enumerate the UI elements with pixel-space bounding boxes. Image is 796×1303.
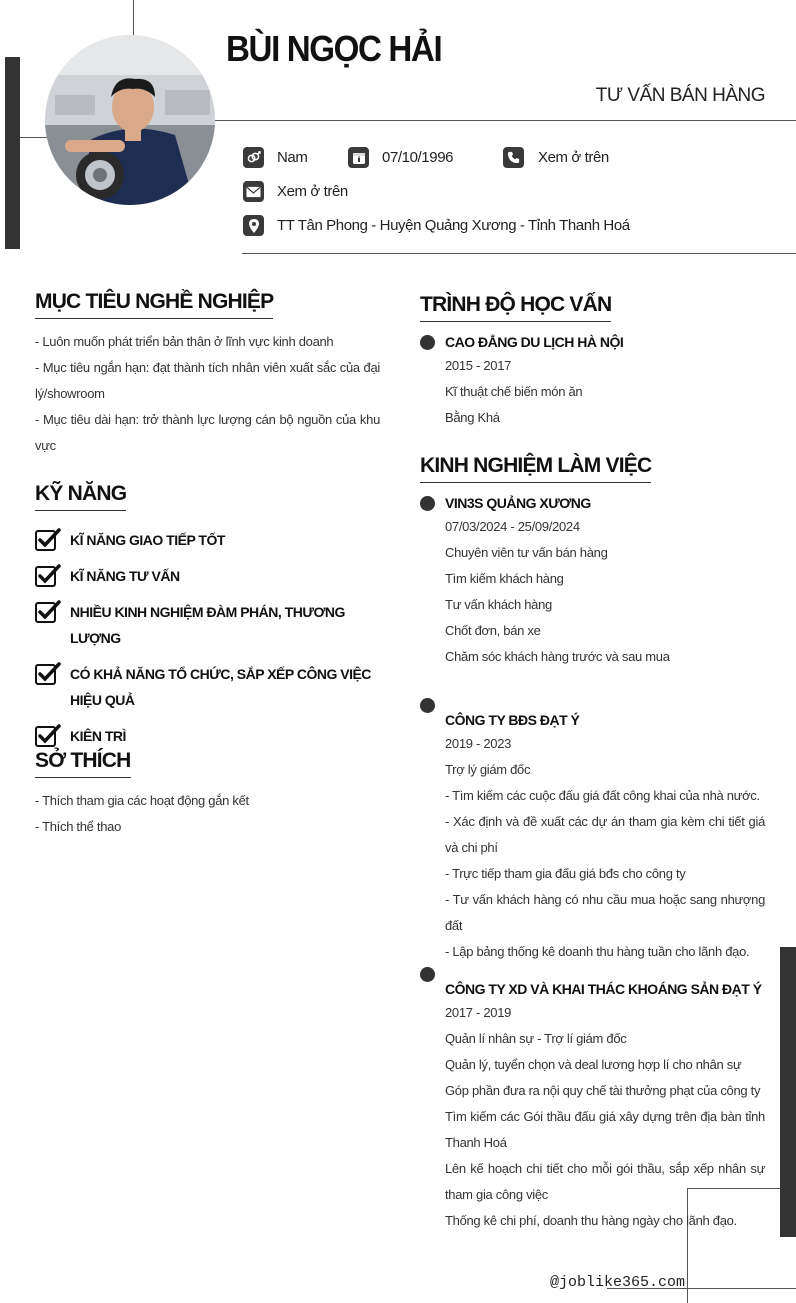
divider <box>215 120 796 121</box>
timeline-dot <box>420 967 435 982</box>
school-name: CAO ĐẲNG DU LỊCH HÀ NỘI <box>445 334 624 350</box>
experience-title: KINH NGHIỆM LÀM VIỆC <box>420 454 651 483</box>
skill-label: KĨ NĂNG TƯ VẤN <box>70 568 180 584</box>
job-line: Quản lí nhân sự - Trợ lí giám đốc <box>445 1031 627 1046</box>
hobbies-title: SỞ THÍCH <box>35 749 131 778</box>
gender-value: Nam <box>277 149 308 166</box>
skills-title: KỸ NĂNG <box>35 482 126 511</box>
divider <box>242 253 796 254</box>
right-accent-bar <box>780 947 796 1237</box>
objective-line: - Luôn muốn phát triển bản thân ở lĩnh vực kinh doanh <box>35 334 334 349</box>
gender-icon <box>243 147 264 168</box>
avatar <box>45 35 215 205</box>
objective-section <box>35 290 380 459</box>
job-line: Trợ lý giám đốc <box>445 762 531 777</box>
education-major: Kĩ thuật chế biến món ăn <box>445 384 583 399</box>
job-period: 2019 - 2023 <box>445 736 512 751</box>
job-entry <box>445 978 765 1234</box>
job-line: Góp phần đưa ra nội quy chế tài thưởng phạt của công ty <box>445 1083 761 1098</box>
skill-label: NHIỀU KINH NGHIỆM ĐÀM PHÁN, THƯƠNG LƯỢNG <box>70 604 345 646</box>
education-period: 2015 - 2017 <box>445 358 512 373</box>
job-entry <box>445 492 765 670</box>
left-accent-bar <box>5 57 20 249</box>
company-name: CÔNG TY BĐS ĐẠT Ý <box>445 712 580 728</box>
phone-icon <box>503 147 524 168</box>
location-icon <box>243 215 264 236</box>
site-watermark: @joblike365.com <box>550 1274 686 1291</box>
job-line: - Tìm kiếm các cuộc đấu giá đất công khai của nhà nước. <box>445 788 760 803</box>
divider <box>20 137 48 138</box>
job-line: Tìm kiếm các Gói thầu đấu giá xây dựng trên địa bàn tỉnh Thanh Hoá <box>445 1109 765 1150</box>
checkbox-checked-icon <box>35 661 61 685</box>
hobbies-section <box>35 749 380 840</box>
job-period: 2017 - 2019 <box>445 1005 512 1020</box>
phone-value: Xem ở trên <box>538 149 609 166</box>
checkbox-checked-icon <box>35 599 61 623</box>
hobbies-list <box>35 788 380 840</box>
email-value: Xem ở trên <box>277 183 348 200</box>
checkbox-checked-icon <box>35 527 61 551</box>
skill-label: KIÊN TRÌ <box>70 728 126 744</box>
job-period: 07/03/2024 - 25/09/2024 <box>445 519 580 534</box>
skill-item <box>35 661 380 713</box>
job-line: - Xác định và đề xuất các dự án tham gia kèm chi tiết giá và chi phí <box>445 814 765 855</box>
hobby-line: - Thích thể thao <box>35 819 122 834</box>
skills-section <box>35 482 380 759</box>
job-line: Quản lý, tuyển chọn và deal lương hợp lí cho nhân sự <box>445 1057 742 1072</box>
job-line: - Trực tiếp tham gia đấu giá bđs cho công ty <box>445 866 686 881</box>
job-line: - Lập bảng thống kê doanh thu hàng tuần cho lãnh đạo. <box>445 944 750 959</box>
candidate-name: BÙI NGỌC HẢI <box>226 28 442 69</box>
timeline-dot <box>420 496 435 511</box>
job-line: Thống kê chi phí, doanh thu hàng ngày cho lãnh đạo. <box>445 1213 737 1228</box>
job-line: Chăm sóc khách hàng trước và sau mua <box>445 649 670 664</box>
skill-label: KĨ NĂNG GIAO TIẾP TỐT <box>70 532 225 548</box>
checkbox-checked-icon <box>35 723 61 747</box>
education-entry <box>445 331 765 431</box>
job-line: Tư vấn khách hàng <box>445 597 552 612</box>
skill-item <box>35 723 380 749</box>
job-position: TƯ VẤN BÁN HÀNG <box>595 85 765 106</box>
objective-list <box>35 329 380 459</box>
hobby-line: - Thích tham gia các hoạt động gắn kết <box>35 793 249 808</box>
job-entry <box>445 709 765 965</box>
job-line: Chốt đơn, bán xe <box>445 623 541 638</box>
skill-item <box>35 527 380 553</box>
company-name: VIN3S QUẢNG XƯƠNG <box>445 495 591 511</box>
job-line: Chuyên viên tư vấn bán hàng <box>445 545 608 560</box>
objective-title: MỤC TIÊU NGHỀ NGHIỆP <box>35 290 273 319</box>
address-value: TT Tân Phong - Huyện Quảng Xương - Tỉnh Thanh Hoá <box>277 217 630 234</box>
objective-line: - Mục tiêu ngắn hạn: đạt thành tích nhân viên xuất sắc của đại lý/showroom <box>35 360 380 401</box>
skills-list <box>35 527 380 749</box>
education-title: TRÌNH ĐỘ HỌC VẤN <box>420 293 611 322</box>
skill-label: CÓ KHẢ NĂNG TỔ CHỨC, SẮP XẾP CÔNG VIỆC HIỆU QUẢ <box>70 666 371 708</box>
skill-item <box>35 563 380 589</box>
job-line: - Tư vấn khách hàng có nhu cầu mua hoặc sang nhượng đất <box>445 892 765 933</box>
skill-item <box>35 599 380 651</box>
timeline-dot <box>420 698 435 713</box>
checkbox-checked-icon <box>35 563 61 587</box>
birthday-value: 07/10/1996 <box>382 149 454 166</box>
job-line: Lên kế hoạch chi tiết cho mỗi gói thầu, sắp xếp nhân sự tham gia công việc <box>445 1161 765 1202</box>
objective-line: - Mục tiêu dài hạn: trở thành lực lượng cán bộ nguồn của khu vực <box>35 412 380 453</box>
education-grade: Bằng Khá <box>445 410 500 425</box>
job-line: Tìm kiếm khách hàng <box>445 571 564 586</box>
calendar-icon <box>348 147 369 168</box>
email-icon <box>243 181 264 202</box>
company-name: CÔNG TY XD VÀ KHAI THÁC KHOÁNG SẢN ĐẠT Ý <box>445 981 762 997</box>
divider <box>133 0 134 40</box>
timeline-dot <box>420 335 435 350</box>
